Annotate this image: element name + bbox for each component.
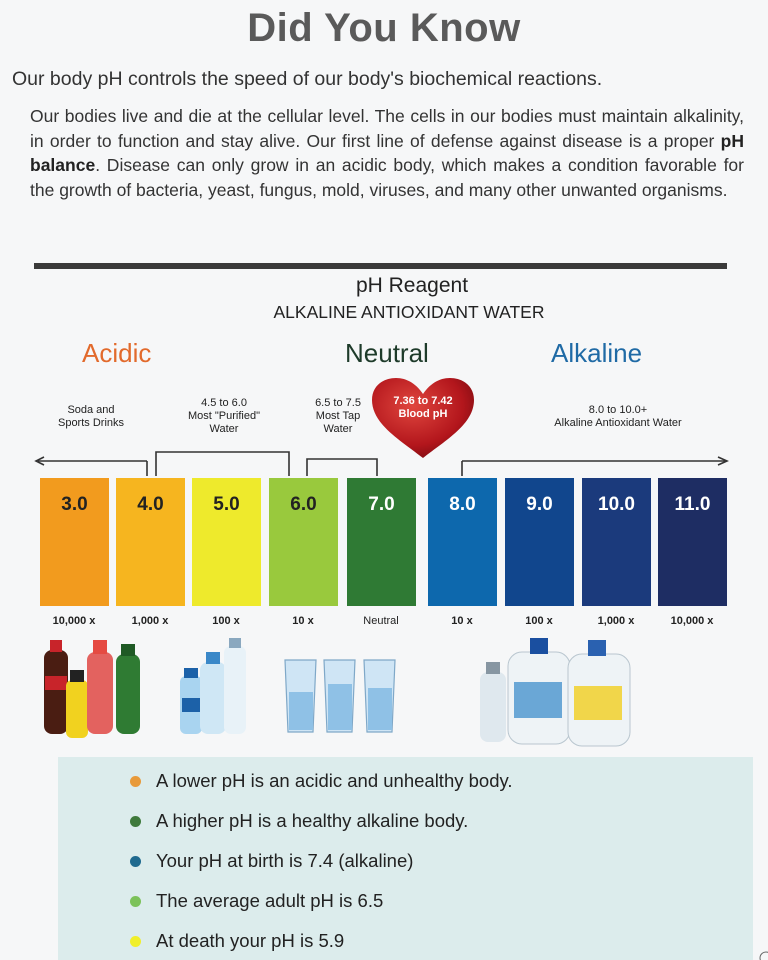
intro-bold: pH balance bbox=[30, 130, 744, 175]
bullet-dot-icon bbox=[130, 936, 141, 947]
bullet-dot-icon bbox=[130, 816, 141, 827]
ph-bar-7.0 bbox=[347, 478, 416, 606]
ph-bar-value: 10.0 bbox=[598, 494, 635, 515]
intro-text-a: Our bodies live and die at the cellular level. The cells in our bodies must maintain alkalinity, in order to function and stay alive. Our first line of defense against disease is a proper bbox=[30, 106, 744, 151]
note-purified: 4.5 to 6.0 Most "Purified" Water bbox=[188, 397, 260, 435]
ph-bar-value: 7.0 bbox=[368, 494, 395, 515]
multiplier-label: 10,000 x bbox=[670, 615, 714, 627]
page-title: Did You Know bbox=[247, 6, 521, 50]
soda-bottles bbox=[44, 640, 140, 738]
multiplier-label: 1,000 x bbox=[131, 615, 169, 627]
divider bbox=[34, 263, 727, 269]
fact-item: The average adult pH is 6.5 bbox=[156, 890, 384, 911]
zone-alkaline: Alkaline bbox=[551, 338, 643, 368]
multiplier-label: 10 x bbox=[451, 615, 473, 627]
ph-bar-value: 9.0 bbox=[526, 494, 553, 515]
zone-acidic: Acidic bbox=[82, 338, 152, 368]
subtitle: Our body pH controls the speed of our body's biochemical reactions. bbox=[12, 68, 603, 90]
range-brackets bbox=[0, 450, 768, 480]
ph-bar-11.0 bbox=[658, 478, 727, 606]
corner-mark-icon bbox=[756, 946, 768, 960]
multiplier-label: 100 x bbox=[212, 615, 240, 627]
blood-ph-label: 7.36 to 7.42 Blood pH bbox=[393, 395, 453, 420]
chart-heading: pH Reagent bbox=[355, 274, 469, 297]
multiplier-label: Neutral bbox=[363, 615, 399, 627]
multiplier-label: 1,000 x bbox=[597, 615, 635, 627]
ph-bar-value: 6.0 bbox=[290, 494, 317, 515]
ph-bar-8.0 bbox=[428, 478, 497, 606]
fact-item: A lower pH is an acidic and unhealthy body. bbox=[156, 770, 513, 791]
ph-bar-9.0 bbox=[505, 478, 574, 606]
multiplier-label: 10,000 x bbox=[52, 615, 96, 627]
multiplier-label: 10 x bbox=[292, 615, 314, 627]
fact-item: Your pH at birth is 7.4 (alkaline) bbox=[156, 850, 414, 871]
ph-bar-value: 3.0 bbox=[61, 494, 88, 515]
ph-bar-value: 4.0 bbox=[137, 494, 164, 515]
chart-subheading: ALKALINE ANTIOXIDANT WATER bbox=[273, 302, 545, 322]
ph-bar-6.0 bbox=[269, 478, 338, 606]
water-bottles bbox=[180, 638, 246, 734]
note-soda: Soda and Sports Drinks bbox=[57, 404, 125, 429]
ph-bar-5.0 bbox=[192, 478, 261, 606]
zone-neutral: Neutral bbox=[345, 338, 429, 368]
ph-bar-10.0 bbox=[582, 478, 651, 606]
ph-bar-value: 5.0 bbox=[213, 494, 240, 515]
alkaline-jugs bbox=[480, 638, 630, 746]
bullet-dot-icon bbox=[130, 776, 141, 787]
ph-bar-4.0 bbox=[116, 478, 185, 606]
ph-bar-value: 8.0 bbox=[449, 494, 476, 515]
intro-text-b: . Disease can only grow in an acidic body, which makes a condition favorable for the growth of bacteria, yeast, fungus, mold, viruses, and many other unwanted organisms. bbox=[30, 155, 744, 200]
note-alkaline-water: 8.0 to 10.0+ Alkaline Antioxidant Water bbox=[554, 404, 682, 429]
bullet-dot-icon bbox=[130, 856, 141, 867]
fact-item: A higher pH is a healthy alkaline body. bbox=[156, 810, 469, 831]
ph-bar-value: 11.0 bbox=[674, 494, 711, 515]
fact-item: At death your pH is 5.9 bbox=[156, 930, 345, 951]
bottles-illustration bbox=[0, 632, 768, 752]
ph-bar-3.0 bbox=[40, 478, 109, 606]
note-tap: 6.5 to 7.5 Most Tap Water bbox=[315, 397, 361, 435]
multiplier-label: 100 x bbox=[525, 615, 553, 627]
intro-paragraph bbox=[30, 104, 744, 202]
bullet-dot-icon bbox=[130, 896, 141, 907]
